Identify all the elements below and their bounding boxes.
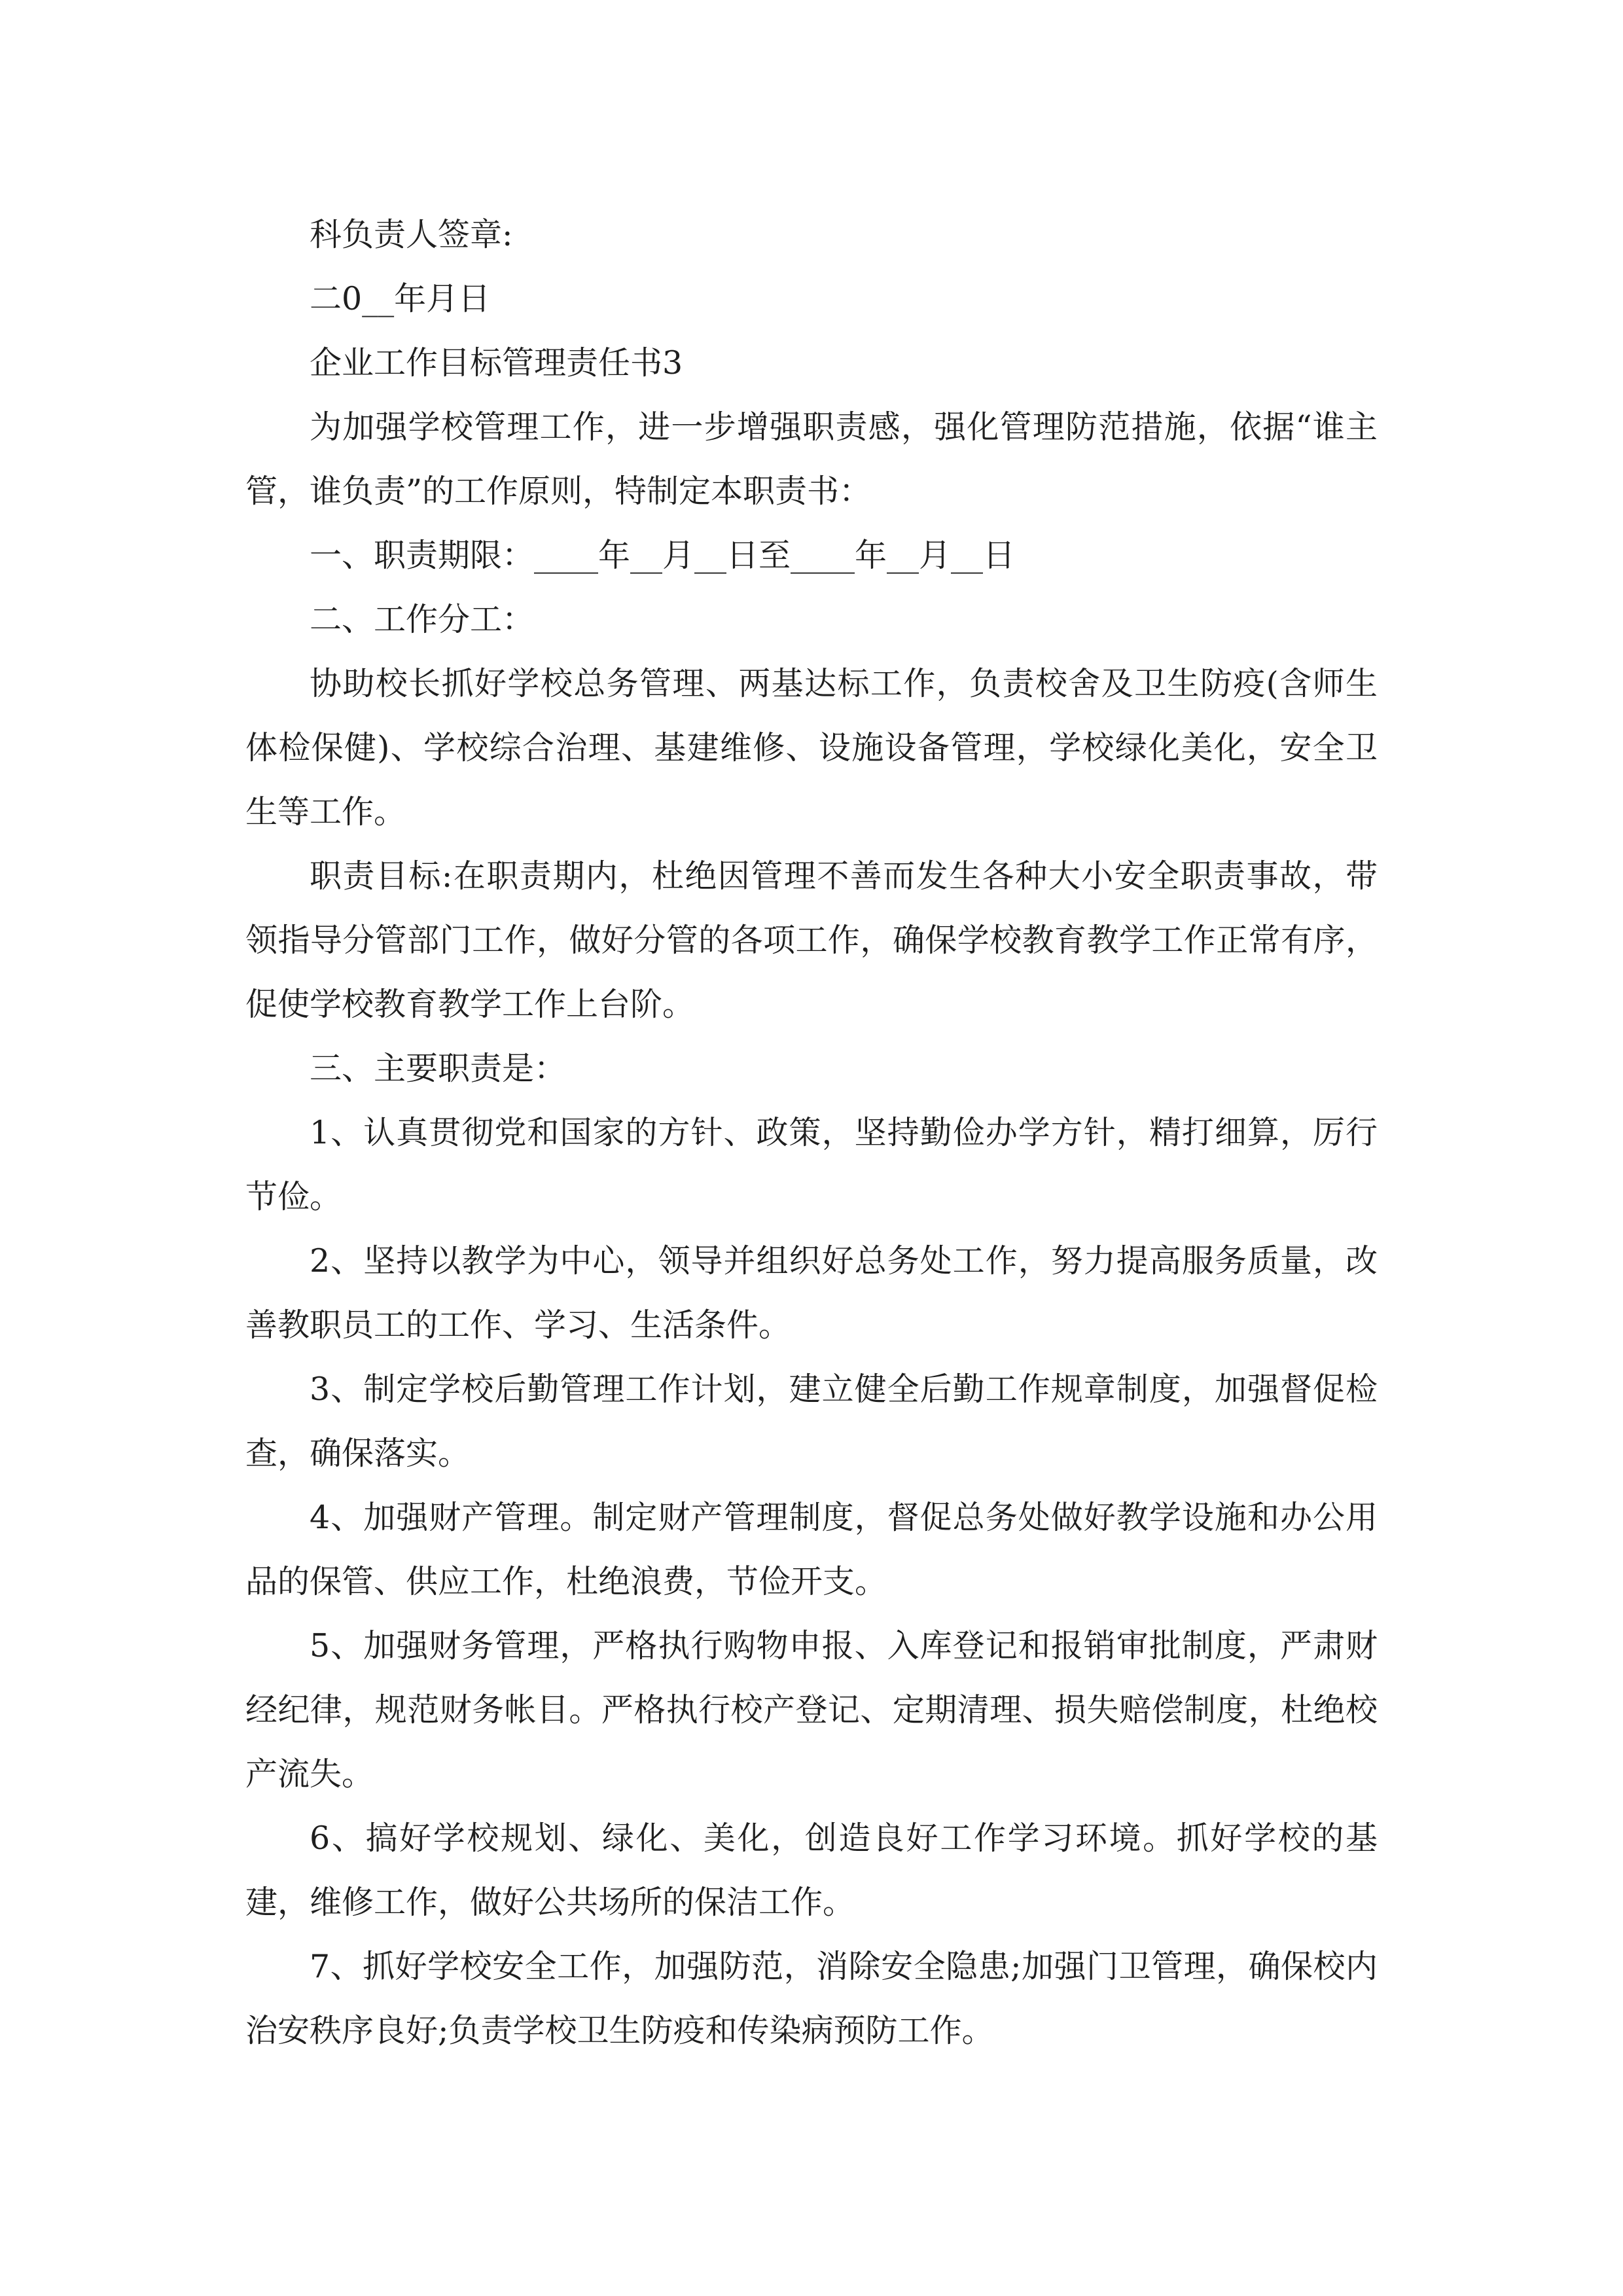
document-title: 企业工作目标管理责任书3 <box>310 344 683 382</box>
date-line: 二0__年月日 <box>310 280 491 317</box>
duty-item-7: 7、抓好学校安全工作，加强防范，消除安全隐患;加强门卫管理，确保校内治安秩序良好;负责学校卫生防疫和传染病预防工作。 <box>245 1948 1378 2049</box>
duty-item-5: 5、加强财务管理，严格执行购物申报、入库登记和报销审批制度，严肃财经纪律，规范财务帐目。严格执行校产登记、定期清理、损失赔偿制度，杜绝校产流失。 <box>245 1627 1378 1793</box>
document-body <box>245 203 1378 2063</box>
intro-paragraph: 为加强学校管理工作，进一步增强职责感，强化管理防范措施，依据“谁主管，谁负责”的工作原则，特制定本职责书： <box>245 408 1378 510</box>
section-heading-division: 二、工作分工： <box>310 601 535 638</box>
section-heading-duties: 三、主要职责是： <box>310 1050 567 1087</box>
duty-item-4: 4、加强财产管理。制定财产管理制度，督促总务处做好教学设施和办公用品的保管、供应工作，杜绝浪费，节俭开支。 <box>245 1499 1378 1600</box>
duty-item-3: 3、制定学校后勤管理工作计划，建立健全后勤工作规章制度，加强督促检查，确保落实。 <box>245 1371 1378 1472</box>
term-period: 一、职责期限：____年__月__日至____年__月__日 <box>310 537 1016 574</box>
duty-item-1: 1、认真贯彻党和国家的方针、政策，坚持勤俭办学方针，精打细算，厉行节俭。 <box>245 1114 1378 1215</box>
goal-paragraph: 职责目标:在职责期内，杜绝因管理不善而发生各种大小安全职责事故，带领指导分管部门工作，做好分管的各项工作，确保学校教育教学工作正常有序，促使学校教育教学工作上台阶。 <box>245 857 1378 1023</box>
division-paragraph: 协助校长抓好学校总务管理、两基达标工作，负责校舍及卫生防疫(含师生体检保健)、学校综合治理、基建维修、设施设备管理，学校绿化美化，安全卫生等工作。 <box>245 665 1378 831</box>
duty-item-6: 6、搞好学校规划、绿化、美化，创造良好工作学习环境。抓好学校的基建，维修工作，做好公共场所的保洁工作。 <box>245 1820 1378 1921</box>
duty-item-2: 2、坚持以教学为中心，领导并组织好总务处工作，努力提高服务质量，改善教职员工的工作、学习、生活条件。 <box>245 1242 1378 1344</box>
signature-line: 科负责人签章: <box>310 216 513 253</box>
